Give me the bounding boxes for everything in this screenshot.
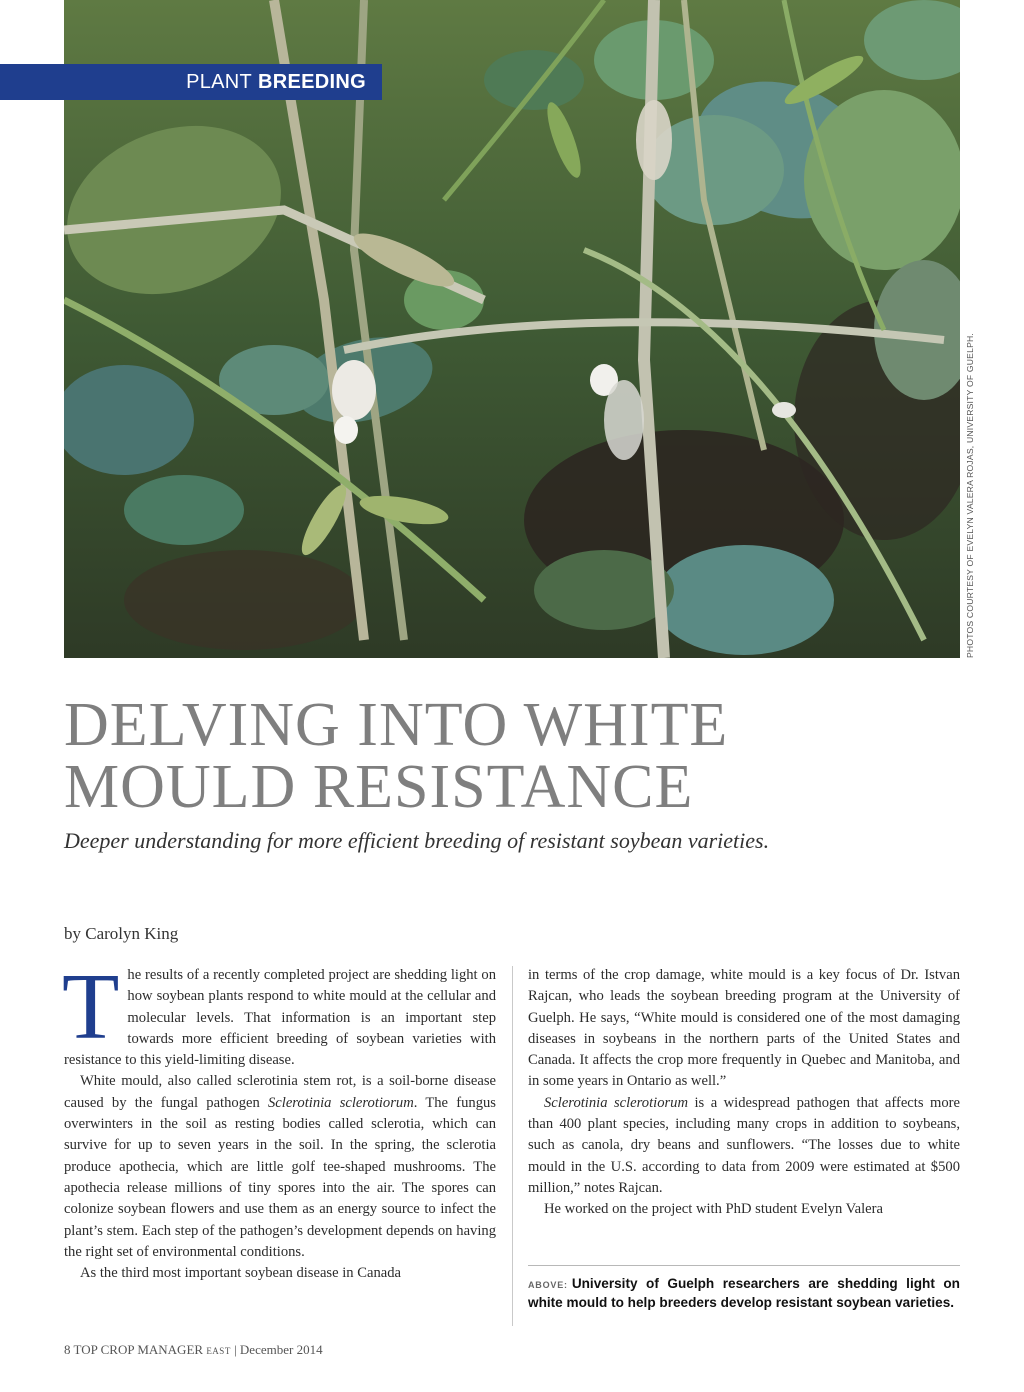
paragraph-text: White mould, also called sclerotinia stem rot, is a soil-borne disease caused by the fungal pathogen Sclerotinia sclerotiorum. The fungus overwinters in the soil as resting bodies called sclerotia, which can survive for up to seven years in the soil. In the spring, the sclerotia produce apothecia, which are little golf tee-shaped mushrooms. The apothecia release millions of tiny spores into the air. The spores can colonize soybean flowers and use them as an energy source to infect the plant’s stem. Each step of the pathogen’s development depends on having the right set of environmental conditions. — [64, 1073, 496, 1260]
paragraph-text: in terms of the crop damage, white mould is a key focus of Dr. Istvan Rajcan, who leads the soybean breeding program at the University of Guelph. He says, “White mould is considered one of the most damaging diseases in soybeans in the northern parts of the United States and Canada. It affects the crop more frequently in Quebec and Manitoba, and in some years in Ontario as well.” — [528, 967, 960, 1090]
magazine-name: TOP CROP MANAGER — [73, 1342, 204, 1357]
article-column-right — [528, 965, 960, 1221]
paragraph-text: Sclerotinia sclerotiorum is a widespread pathogen that affects more than 400 plant species, including many crops in addition to soybeans, such as canola, dry beans and sunflowers. “The losses due to white mould in the U.S. according to data from 2009 were estimated at $500 million,” notes Rajcan. — [528, 1094, 960, 1196]
section-label — [0, 64, 382, 100]
article-headline — [64, 691, 944, 821]
paragraph — [64, 1071, 496, 1263]
folio-separator: | — [234, 1342, 237, 1357]
article-deck: Deeper understanding for more efficient breeding of resistant soybean varieties. — [64, 828, 770, 853]
section-label-light: PLANT — [186, 70, 253, 93]
paragraph — [528, 1093, 960, 1199]
article-column-left — [62, 955, 496, 1284]
headline-line-2: MOULD RESISTANCE — [64, 753, 694, 821]
page-footer — [64, 1342, 323, 1358]
caption-text: University of Guelph researchers are shedding light on white mould to help breeders develop resistant soybean varieties. — [528, 1276, 960, 1310]
headline-line-1: DELVING INTO WHITE — [64, 691, 729, 759]
caption-divider — [528, 1265, 960, 1266]
magazine-edition: EAST — [206, 1346, 231, 1356]
drop-cap: T — [62, 955, 120, 1059]
paragraph-text: He worked on the project with PhD student Evelyn Valera — [544, 1201, 883, 1218]
section-label-bold: BREEDING — [258, 70, 366, 93]
photo-credit: PHOTOS COURTESY OF EVELYN VALERA ROJAS, UNIVERSITY OF GUELPH. — [965, 333, 975, 658]
photo-caption — [528, 1275, 960, 1311]
paragraph — [62, 955, 496, 1071]
paragraph-text: he results of a recently completed project are shedding light on how soybean plants respond to white mould at the cellular and molecular levels. That information is an important step towards more efficient breeding of soybean varieties with resistance to this yield-limiting disease. — [64, 967, 496, 1069]
paragraph-text: As the third most important soybean disease in Canada — [80, 1265, 401, 1282]
issue-date: December 2014 — [239, 1342, 323, 1357]
scientific-name: Sclerotinia sclerotiorum — [544, 1094, 689, 1111]
column-divider — [512, 966, 513, 1326]
paragraph — [528, 1199, 960, 1220]
scientific-name: Sclerotinia sclerotiorum — [267, 1094, 414, 1111]
caption-lead: ABOVE: — [528, 1280, 568, 1290]
page-number: 8 — [64, 1342, 71, 1357]
paragraph — [528, 965, 960, 1093]
byline: by Carolyn King — [64, 924, 179, 943]
paragraph — [64, 1263, 496, 1284]
